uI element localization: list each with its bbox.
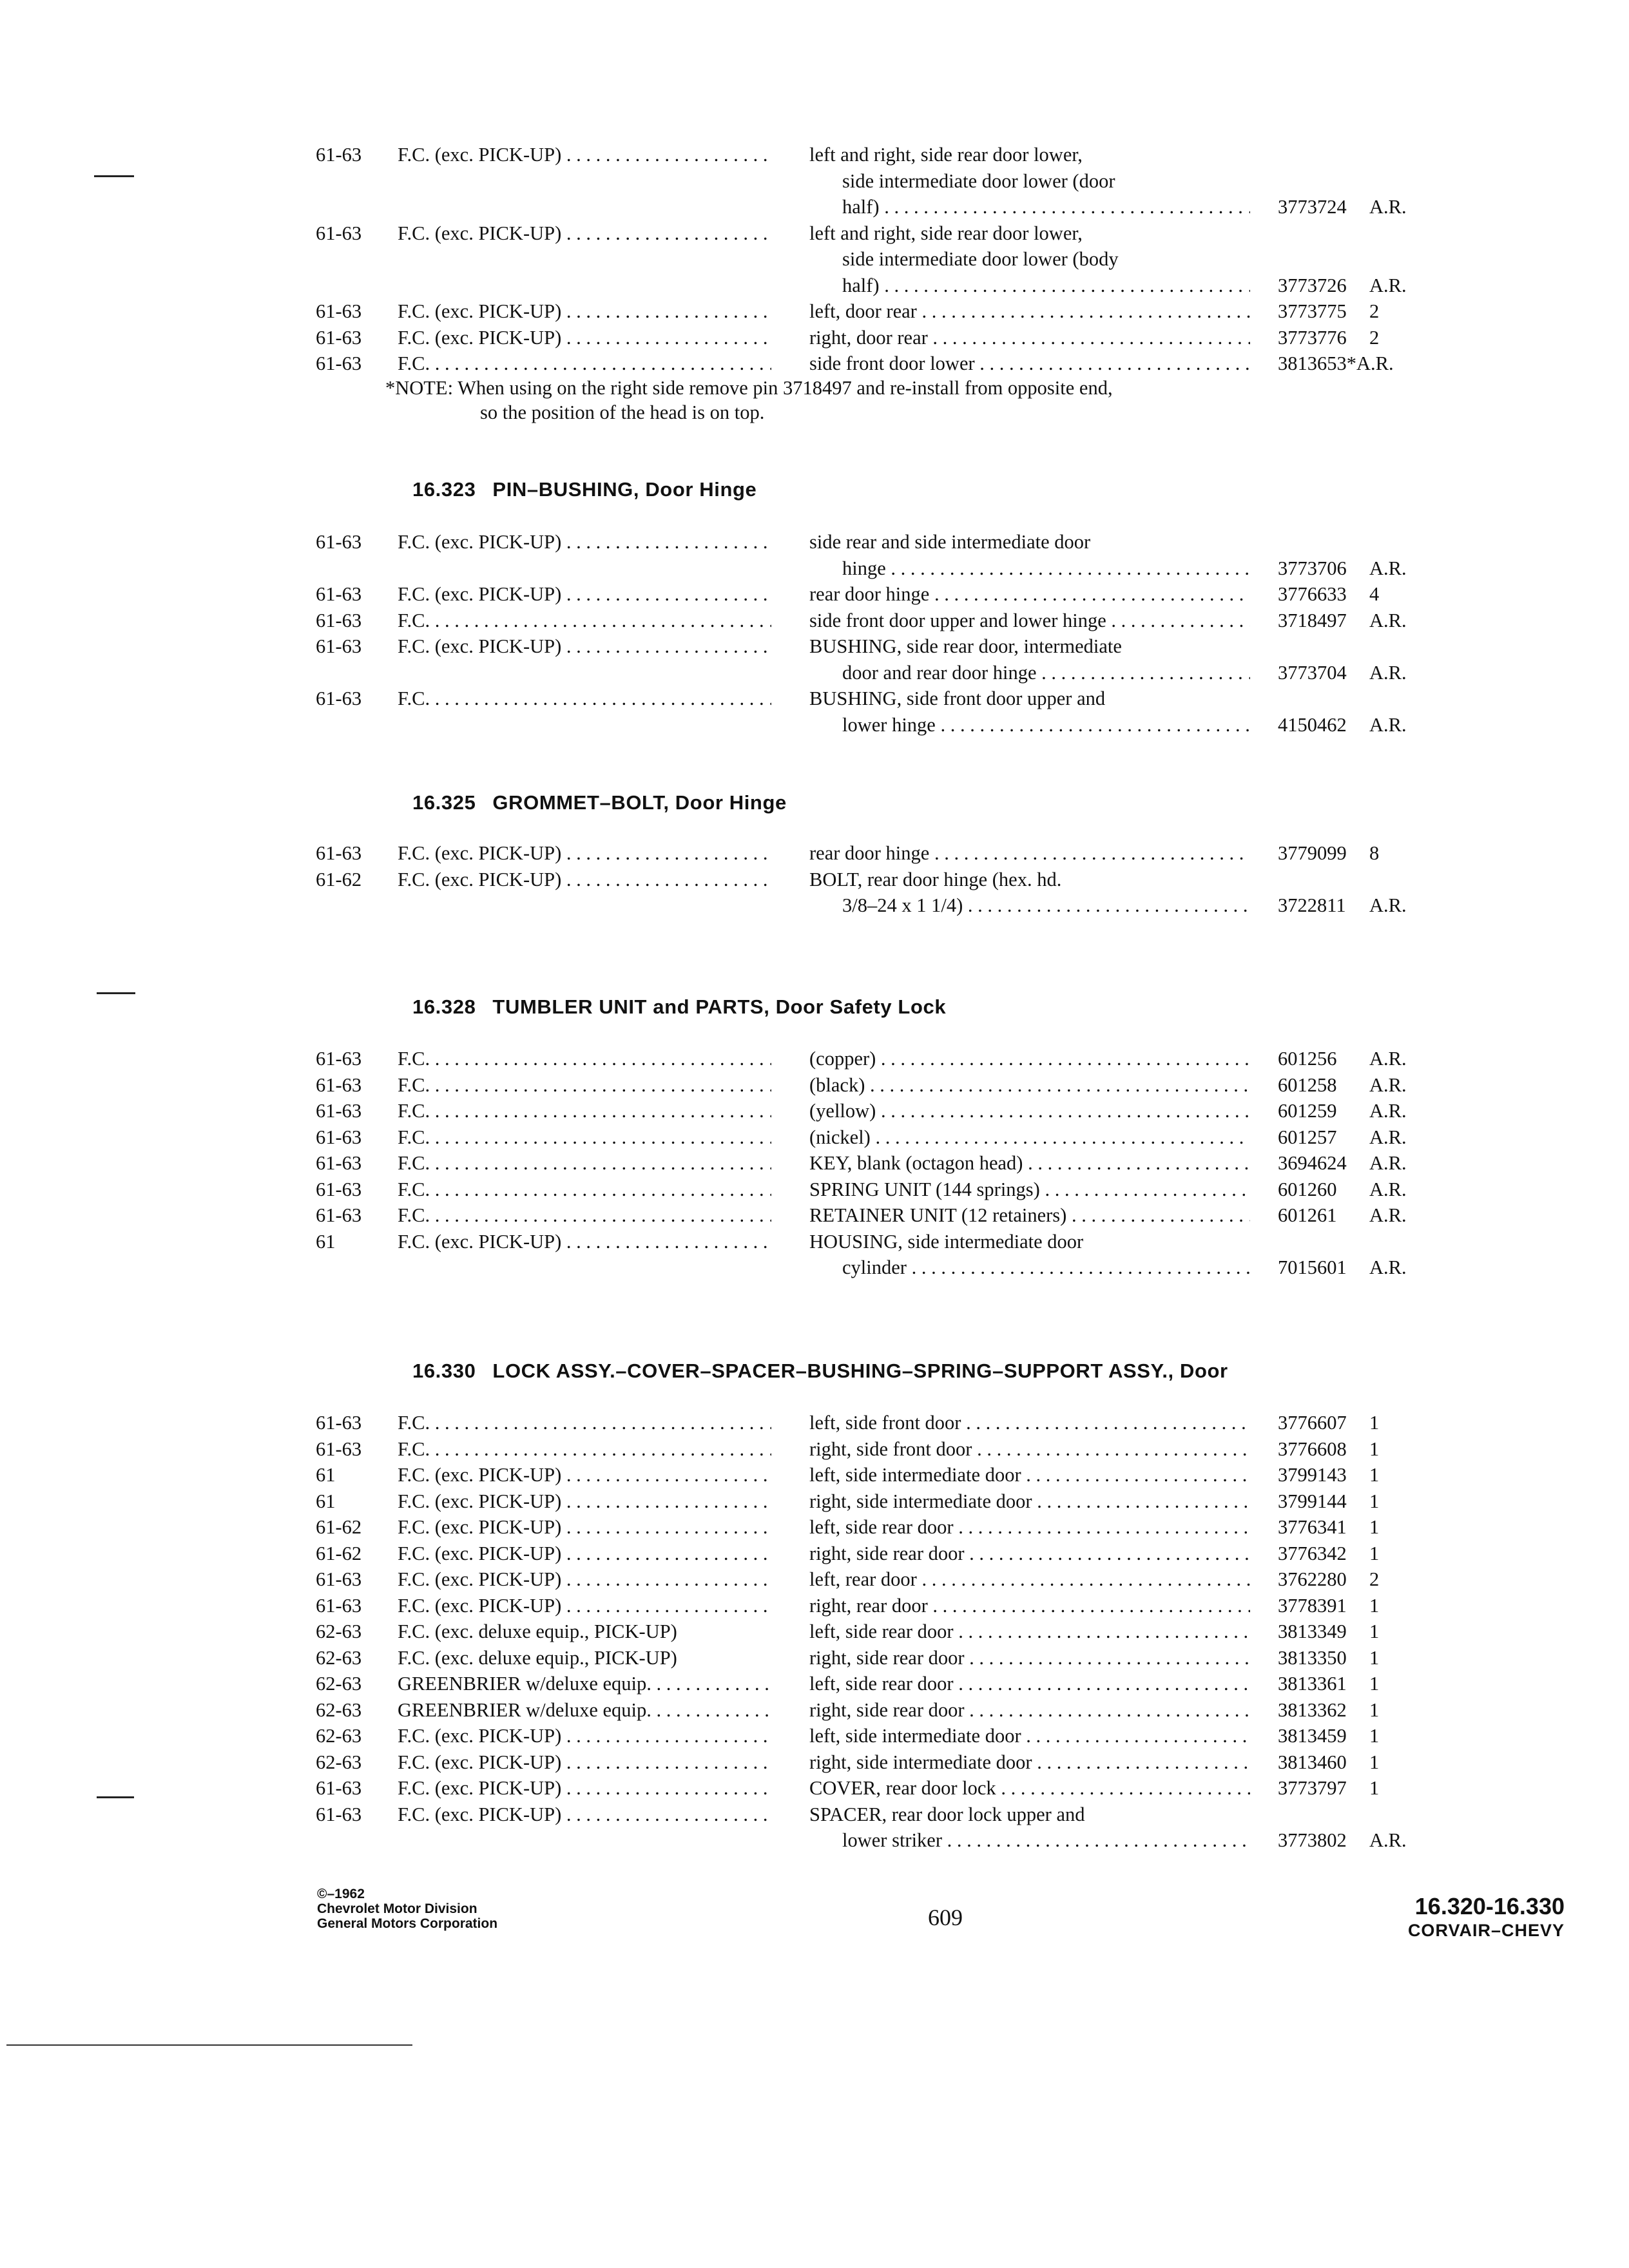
part-description: side intermediate door lower (body bbox=[842, 248, 1119, 270]
model-year: 61-62 bbox=[316, 1542, 362, 1564]
quantity: 1 bbox=[1369, 1412, 1380, 1434]
part-number: 601256 bbox=[1278, 1048, 1337, 1070]
model-year: 61-63 bbox=[316, 144, 362, 166]
quantity: A.R. bbox=[1369, 274, 1407, 296]
model-name: F.C. (exc. PICK-UP) . . . bbox=[398, 866, 771, 893]
quantity: A.R. bbox=[1369, 1204, 1407, 1226]
section-number: 16.323 bbox=[412, 478, 476, 501]
model-name: GREENBRIER w/deluxe equip. . . . bbox=[398, 1696, 771, 1724]
part-description: rear door hinge . . . bbox=[809, 581, 1250, 608]
model-name: F.C. . . . bbox=[398, 1097, 771, 1124]
model-year: 61 bbox=[316, 1464, 336, 1486]
model-year: 61-63 bbox=[316, 1100, 362, 1122]
model-year: 61 bbox=[316, 1230, 336, 1253]
model-name: F.C. (exc. PICK-UP) . . . bbox=[398, 141, 771, 168]
model-name: F.C. (exc. PICK-UP) . . . bbox=[398, 220, 771, 247]
model-name: F.C. . . . bbox=[398, 1176, 771, 1203]
part-number: 3813459 bbox=[1278, 1725, 1347, 1747]
model-name: F.C. (exc. PICK-UP) . . . bbox=[398, 1592, 771, 1619]
model-year: 62-63 bbox=[316, 1698, 362, 1721]
part-number: 3813361 bbox=[1278, 1673, 1347, 1695]
model-name: CORVAIR–CHEVY bbox=[1407, 1921, 1565, 1940]
model-year: 61-63 bbox=[316, 1126, 362, 1148]
part-description: right, door rear . . . bbox=[809, 324, 1250, 351]
quantity: A.R. bbox=[1369, 196, 1407, 218]
note-line: so the position of the head is on top. bbox=[480, 401, 765, 423]
model-year: 61-63 bbox=[316, 531, 362, 553]
quantity: 2 bbox=[1369, 326, 1380, 349]
model-year: 61-63 bbox=[316, 1073, 362, 1096]
model-name: F.C. . . . bbox=[398, 685, 771, 712]
part-description: right, rear door . . . bbox=[809, 1592, 1250, 1619]
part-number: 3776342 bbox=[1278, 1542, 1347, 1564]
section-number: 16.328 bbox=[412, 995, 476, 1018]
model-name: F.C. (exc. PICK-UP) . . . bbox=[398, 1749, 771, 1776]
part-description: right, side rear door . . . bbox=[809, 1696, 1250, 1724]
part-number: 3776607 bbox=[1278, 1412, 1347, 1434]
model-year: 61-63 bbox=[316, 1437, 362, 1460]
binder-mark bbox=[94, 175, 134, 177]
model-year: 61-63 bbox=[316, 326, 362, 349]
model-name: F.C. (exc. PICK-UP) . . . bbox=[398, 298, 771, 325]
part-description: (black) . . . bbox=[809, 1072, 1250, 1099]
model-year: 61-63 bbox=[316, 1777, 362, 1799]
section-title: GROMMET–BOLT, Door Hinge bbox=[492, 791, 787, 814]
model-name: F.C. (exc. PICK-UP) . . . bbox=[398, 528, 771, 555]
part-number: 601260 bbox=[1278, 1178, 1337, 1200]
part-description: left and right, side rear door lower, bbox=[809, 144, 1083, 166]
quantity: 1 bbox=[1369, 1490, 1380, 1512]
part-number: 3813653*A.R. bbox=[1278, 352, 1394, 374]
section-title: TUMBLER UNIT and PARTS, Door Safety Lock bbox=[492, 995, 947, 1018]
part-description: cylinder . . . bbox=[842, 1254, 1250, 1281]
part-number: 3813362 bbox=[1278, 1698, 1347, 1721]
model-year: 61-63 bbox=[316, 1204, 362, 1226]
part-description: SPACER, rear door lock upper and bbox=[809, 1803, 1085, 1825]
quantity: 2 bbox=[1369, 300, 1380, 322]
part-number: 3722811 bbox=[1278, 894, 1346, 916]
quantity: 1 bbox=[1369, 1725, 1380, 1747]
model-year: 62-63 bbox=[316, 1673, 362, 1695]
quantity: A.R. bbox=[1369, 1126, 1407, 1148]
section-number: 16.325 bbox=[412, 791, 476, 814]
model-name: F.C. . . . bbox=[398, 350, 771, 377]
division-name: Chevrolet Motor Division bbox=[317, 1901, 477, 1916]
model-name: F.C. (exc. PICK-UP) . . . bbox=[398, 1801, 771, 1828]
part-description: side rear and side intermediate door bbox=[809, 531, 1091, 553]
part-number: 7015601 bbox=[1278, 1256, 1347, 1278]
quantity: A.R. bbox=[1369, 609, 1407, 631]
model-year: 61-63 bbox=[316, 222, 362, 244]
part-description: 3/8–24 x 1 1/4) . . . bbox=[842, 892, 1250, 919]
part-description: BOLT, rear door hinge (hex. hd. bbox=[809, 868, 1062, 890]
model-year: 61-63 bbox=[316, 687, 362, 709]
quantity: 1 bbox=[1369, 1646, 1380, 1669]
model-year: 61-63 bbox=[316, 1594, 362, 1617]
quantity: A.R. bbox=[1369, 1152, 1407, 1174]
quantity: 1 bbox=[1369, 1751, 1380, 1773]
part-number: 3773724 bbox=[1278, 196, 1347, 218]
part-description: side intermediate door lower (door bbox=[842, 169, 1115, 192]
quantity: 1 bbox=[1369, 1698, 1380, 1721]
binder-mark bbox=[97, 992, 135, 994]
part-number: 3799143 bbox=[1278, 1464, 1347, 1486]
part-number: 3694624 bbox=[1278, 1152, 1347, 1174]
model-name: F.C. . . . bbox=[398, 1409, 771, 1436]
quantity: 1 bbox=[1369, 1542, 1380, 1564]
quantity: A.R. bbox=[1369, 557, 1407, 579]
model-name: F.C. (exc. PICK-UP) . . . bbox=[398, 1566, 771, 1593]
quantity: 8 bbox=[1369, 842, 1380, 864]
quantity: A.R. bbox=[1369, 661, 1407, 684]
part-number: 3778391 bbox=[1278, 1594, 1347, 1617]
section-title: PIN–BUSHING, Door Hinge bbox=[492, 478, 757, 501]
model-year: 61-63 bbox=[316, 635, 362, 657]
model-year: 61-63 bbox=[316, 300, 362, 322]
quantity: A.R. bbox=[1369, 894, 1407, 916]
model-name: F.C. (exc. PICK-UP) . . . bbox=[398, 1540, 771, 1567]
copyright: ©–1962 bbox=[317, 1887, 365, 1901]
part-number: 3776608 bbox=[1278, 1437, 1347, 1460]
quantity: 4 bbox=[1369, 583, 1380, 605]
part-description: left and right, side rear door lower, bbox=[809, 222, 1083, 244]
quantity: A.R. bbox=[1369, 1829, 1407, 1851]
model-year: 61-63 bbox=[316, 583, 362, 605]
model-name: F.C. (exc. PICK-UP) . . . bbox=[398, 1722, 771, 1749]
quantity: 1 bbox=[1369, 1464, 1380, 1486]
part-description: (nickel) . . . bbox=[809, 1124, 1250, 1151]
quantity: A.R. bbox=[1369, 1048, 1407, 1070]
quantity: A.R. bbox=[1369, 1178, 1407, 1200]
model-year: 61-63 bbox=[316, 842, 362, 864]
quantity: A.R. bbox=[1369, 1073, 1407, 1096]
model-name: F.C. (exc. PICK-UP) . . . bbox=[398, 1228, 771, 1255]
part-number: 601258 bbox=[1278, 1073, 1337, 1096]
scan-edge-line bbox=[6, 2044, 412, 2046]
model-year: 61-63 bbox=[316, 1412, 362, 1434]
model-name: F.C. . . . bbox=[398, 1124, 771, 1151]
footer-section-ref bbox=[1408, 1893, 1565, 1941]
part-description: SPRING UNIT (144 springs) . . . bbox=[809, 1176, 1250, 1203]
part-description: right, side intermediate door . . . bbox=[809, 1749, 1250, 1776]
part-number: 3773776 bbox=[1278, 326, 1347, 349]
part-description: RETAINER UNIT (12 retainers) . . . bbox=[809, 1202, 1250, 1229]
part-description: left, side intermediate door . . . bbox=[809, 1461, 1250, 1488]
model-name: F.C. (exc. deluxe equip., PICK-UP) bbox=[398, 1646, 677, 1669]
part-number: 3773797 bbox=[1278, 1777, 1347, 1799]
part-description: KEY, blank (octagon head) . . . bbox=[809, 1149, 1250, 1177]
part-number: 3779099 bbox=[1278, 842, 1347, 864]
part-description: rear door hinge . . . bbox=[809, 840, 1250, 867]
part-number: 4150462 bbox=[1278, 713, 1347, 736]
model-name: F.C. . . . bbox=[398, 1436, 771, 1463]
part-description: COVER, rear door lock . . . bbox=[809, 1774, 1250, 1802]
model-year: 61-63 bbox=[316, 1568, 362, 1590]
quantity: 1 bbox=[1369, 1516, 1380, 1538]
part-description: side front door upper and lower hinge . . . . bbox=[809, 607, 1250, 634]
part-description: right, side intermediate door . . . bbox=[809, 1488, 1250, 1515]
part-description: BUSHING, side front door upper and bbox=[809, 687, 1106, 709]
model-year: 61 bbox=[316, 1490, 336, 1512]
part-description: left, side front door . . . bbox=[809, 1409, 1250, 1436]
model-year: 61-63 bbox=[316, 352, 362, 374]
model-year: 61-62 bbox=[316, 1516, 362, 1538]
binder-mark bbox=[97, 1796, 134, 1798]
model-name: F.C. . . . bbox=[398, 1202, 771, 1229]
section-title: LOCK ASSY.–COVER–SPACER–BUSHING–SPRING–SUPPORT ASSY., Door bbox=[492, 1360, 1228, 1382]
model-name: F.C. (exc. PICK-UP) . . . bbox=[398, 324, 771, 351]
note-line: *NOTE: When using on the right side remove pin 3718497 and re-install from opposite end, bbox=[385, 377, 1113, 399]
part-description: lower striker . . . bbox=[842, 1827, 1250, 1854]
quantity: A.R. bbox=[1369, 1100, 1407, 1122]
part-number: 601259 bbox=[1278, 1100, 1337, 1122]
quantity: 1 bbox=[1369, 1594, 1380, 1617]
model-name: F.C. . . . bbox=[398, 1045, 771, 1072]
section-heading bbox=[412, 478, 757, 501]
part-number: 3773706 bbox=[1278, 557, 1347, 579]
model-name: F.C. . . . bbox=[398, 1149, 771, 1177]
part-description: left, side intermediate door . . . bbox=[809, 1722, 1250, 1749]
model-name: F.C. (exc. PICK-UP) . . . bbox=[398, 581, 771, 608]
section-heading bbox=[412, 1360, 1228, 1383]
quantity: 2 bbox=[1369, 1568, 1380, 1590]
part-description: BUSHING, side rear door, intermediate bbox=[809, 635, 1122, 657]
part-description: side front door lower . . . bbox=[809, 350, 1250, 377]
part-description: right, side rear door . . . bbox=[809, 1540, 1250, 1567]
model-year: 61-63 bbox=[316, 609, 362, 631]
part-description: left, side rear door . . . bbox=[809, 1618, 1250, 1645]
part-description: lower hinge . . . bbox=[842, 711, 1250, 738]
corporation-name: General Motors Corporation bbox=[317, 1916, 498, 1931]
part-number: 3776633 bbox=[1278, 583, 1347, 605]
model-year: 62-63 bbox=[316, 1751, 362, 1773]
part-description: (copper) . . . bbox=[809, 1045, 1250, 1072]
section-number: 16.330 bbox=[412, 1360, 476, 1382]
part-description: HOUSING, side intermediate door bbox=[809, 1230, 1084, 1253]
part-number: 3813350 bbox=[1278, 1646, 1347, 1669]
model-name: F.C. . . . bbox=[398, 1072, 771, 1099]
part-description: left, side rear door . . . bbox=[809, 1514, 1250, 1541]
model-name: F.C. (exc. PICK-UP) . . . bbox=[398, 1461, 771, 1488]
part-number: 3773802 bbox=[1278, 1829, 1347, 1851]
model-name: F.C. (exc. PICK-UP) . . . bbox=[398, 633, 771, 660]
part-number: 3813349 bbox=[1278, 1620, 1347, 1642]
quantity: A.R. bbox=[1369, 1256, 1407, 1278]
model-year: 62-63 bbox=[316, 1620, 362, 1642]
model-name: F.C. (exc. PICK-UP) . . . bbox=[398, 1488, 771, 1515]
model-name: F.C. (exc. PICK-UP) . . . bbox=[398, 1774, 771, 1802]
model-name: F.C. . . . bbox=[398, 607, 771, 634]
part-number: 3773775 bbox=[1278, 300, 1347, 322]
part-description: left, rear door . . . bbox=[809, 1566, 1250, 1593]
part-description: door and rear door hinge . . . bbox=[842, 659, 1250, 686]
part-number: 3773704 bbox=[1278, 661, 1347, 684]
model-name: F.C. (exc. PICK-UP) . . . bbox=[398, 1514, 771, 1541]
part-description: half) . . . bbox=[842, 272, 1250, 299]
model-year: 61-63 bbox=[316, 1048, 362, 1070]
part-number: 3718497 bbox=[1278, 609, 1347, 631]
part-description: hinge . . . bbox=[842, 555, 1250, 582]
part-number: 601261 bbox=[1278, 1204, 1337, 1226]
model-year: 62-63 bbox=[316, 1646, 362, 1669]
page-number: 609 bbox=[928, 1905, 963, 1930]
model-year: 62-63 bbox=[316, 1725, 362, 1747]
part-number: 3773726 bbox=[1278, 274, 1347, 296]
model-name: F.C. (exc. PICK-UP) . . . bbox=[398, 840, 771, 867]
part-number: 3776341 bbox=[1278, 1516, 1347, 1538]
quantity: 1 bbox=[1369, 1437, 1380, 1460]
part-description: (yellow) . . . bbox=[809, 1097, 1250, 1124]
model-year: 61-63 bbox=[316, 1178, 362, 1200]
section-range: 16.320-16.330 bbox=[1414, 1893, 1565, 1919]
section-heading bbox=[412, 995, 946, 1019]
part-description: right, side front door . . . bbox=[809, 1436, 1250, 1463]
part-description: left, side rear door . . . bbox=[809, 1670, 1250, 1697]
quantity: 1 bbox=[1369, 1777, 1380, 1799]
part-number: 3762280 bbox=[1278, 1568, 1347, 1590]
quantity: 1 bbox=[1369, 1620, 1380, 1642]
model-name: F.C. (exc. deluxe equip., PICK-UP) bbox=[398, 1620, 677, 1642]
model-name: GREENBRIER w/deluxe equip. . . . bbox=[398, 1670, 771, 1697]
model-year: 61-63 bbox=[316, 1803, 362, 1825]
quantity: A.R. bbox=[1369, 713, 1407, 736]
model-year: 61-62 bbox=[316, 868, 362, 890]
quantity: 1 bbox=[1369, 1673, 1380, 1695]
part-number: 3799144 bbox=[1278, 1490, 1347, 1512]
part-number: 3813460 bbox=[1278, 1751, 1347, 1773]
part-description: half) . . . bbox=[842, 193, 1250, 220]
section-heading bbox=[412, 791, 787, 814]
part-number: 601257 bbox=[1278, 1126, 1337, 1148]
part-description: left, door rear . . . bbox=[809, 298, 1250, 325]
footer-credits bbox=[317, 1887, 497, 1931]
model-year: 61-63 bbox=[316, 1152, 362, 1174]
part-description: right, side rear door . . . bbox=[809, 1644, 1250, 1671]
